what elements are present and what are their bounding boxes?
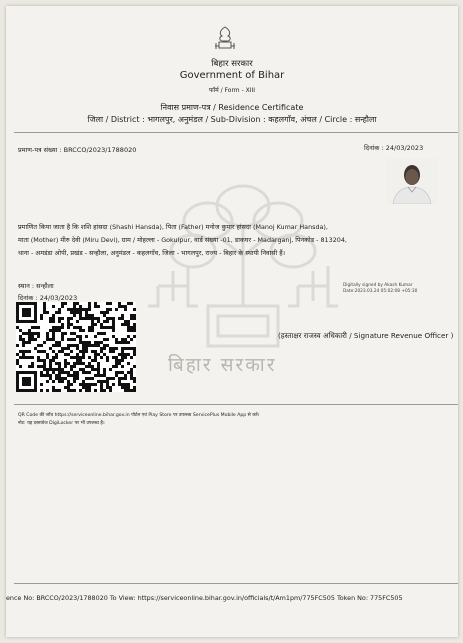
form-number: फॉर्म / Form - XIII [208,87,256,94]
footer-reference: ence No: BRCCO/2023/1788020 To View: https://serviceonline.bihar.gov.in/officials/t/Am1pm/775FC505 Token No: 775FC505 [6,594,403,602]
signature-label: (हस्ताक्षर राजस्व अधिकारी / Signature Revenue Officer ) [278,331,454,340]
certificate-body-line: माता (Mother) मीरु देवी (Miru Devi), ग्राम / मोहल्ला - Gokulpur, वार्ड संख्या -01, डाकघर - Madarganj, पिनकोड - 813204, [18,236,347,244]
header-divider [14,132,458,133]
digital-signature-signer: Digitally signed by Akash Kumar [343,283,413,288]
notes-divider [14,404,458,405]
government-title: Government of Bihar [179,70,285,81]
qr-verification-note: QR Code की जाँच https://serviceonline.bihar.gov.in पोर्टल एवं Play Store पर उपलब्ध ServicePlus Mobile App से करें। [18,413,260,418]
footer-divider [14,583,458,584]
certificate-page [6,6,458,637]
digital-signature-date: Date:2023.03.24 05:02:08 +05:30 [343,289,418,294]
qr-code-icon [16,302,136,392]
certificate-body-line: थाना - अमडंडा ओपी, प्रखंड - सन्हौला, अनुमंडल - कहलगाँव, जिला - भागलपुर, राज्य - बिहार के स्थायी निवासी हैं। [18,249,286,257]
state-hindi-title: बिहार सरकार [211,59,253,69]
issue-place: स्थान : सन्हौला [18,282,54,290]
digilocker-note: नोट: यह दस्तावेज DigiLocker पर भी उपलब्ध है। [18,421,105,426]
location-line: जिला / District : भागलपुर, अनुमंडल / Sub-Division : कहलगाँव, अंचल / Circle : सन्हौला [87,115,377,124]
issue-date: दिनांक : 24/03/2023 [18,294,78,302]
bihar-emblem-icon [210,24,240,54]
certificate-title: निवास प्रमाण-पत्र / Residence Certificate [160,103,304,112]
watermark-text: बिहार सरकार [168,354,277,376]
certificate-body-line: प्रमाणित किया जाता है कि शशि हांसदा (Shashi Hansda), पिता (Father) मनोज कुमार हांसदा (Manoj Kumar Hansda), [18,223,328,231]
applicant-photo [387,158,437,204]
certificate-date: दिनांक : 24/03/2023 [364,144,424,152]
digital-signature-stamp [343,283,453,295]
certificate-number: प्रमाण-पत्र संख्या : BRCCO/2023/1788020 [18,146,137,154]
